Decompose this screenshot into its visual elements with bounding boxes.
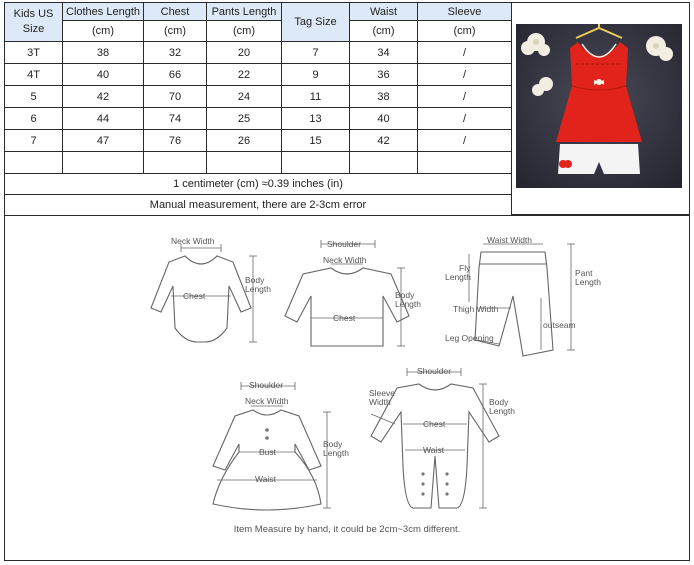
table-row — [5, 130, 512, 152]
conversion-note: 1 centimeter (cm) ≈0.39 inches (in) — [5, 174, 512, 195]
label-neck-width: Neck Width — [245, 396, 289, 406]
table-cell: / — [418, 42, 512, 64]
header-pants-length: Pants Length — [207, 3, 282, 21]
label-waist: Waist — [423, 445, 444, 455]
label-shoulder: Shoulder — [417, 366, 452, 376]
table-cell — [207, 152, 282, 174]
dress-diagram — [213, 380, 349, 510]
bodysuit-diagram — [151, 236, 271, 342]
table-cell: / — [418, 130, 512, 152]
label-fly-length: Fly — [459, 263, 471, 273]
garment-measurement-illustration — [5, 216, 689, 560]
label-chest: Chest — [183, 291, 206, 301]
pants-diagram — [445, 235, 601, 356]
product-photo-frame — [511, 2, 690, 215]
header-kids-us-size: Kids US Size — [5, 3, 63, 42]
label-fly-length: Length — [445, 272, 471, 282]
table-cell: 6 — [5, 108, 63, 130]
table-cell — [418, 152, 512, 174]
header-unit: (cm) — [144, 21, 207, 42]
table-cell: 11 — [282, 86, 350, 108]
table-cell — [350, 152, 418, 174]
table-cell: 38 — [63, 42, 144, 64]
label-body-length: Body — [395, 290, 415, 300]
label-sleeve-width: Width — [369, 397, 391, 407]
table-row — [5, 42, 512, 64]
label-body-length: Length — [245, 284, 271, 294]
label-body-length: Body — [245, 275, 265, 285]
measurement-caption: Item Measure by hand, it could be 2cm~3cm different. — [233, 524, 461, 535]
label-pant-length: Pant — [575, 268, 593, 278]
table-cell: 76 — [144, 130, 207, 152]
table-row — [5, 86, 512, 108]
label-shoulder: Shoulder — [249, 380, 284, 390]
label-sleeve-width: Sleeve — [369, 388, 395, 398]
label-body-length: Length — [489, 406, 515, 416]
label-thigh-width: Thigh Width — [453, 304, 499, 314]
table-row-note — [5, 195, 512, 216]
label-bust: Bust — [259, 447, 277, 457]
label-outseam: outseam — [543, 320, 576, 330]
table-cell — [5, 152, 63, 174]
header-unit: (cm) — [418, 21, 512, 42]
measurement-diagram — [4, 215, 690, 561]
table-cell: 36 — [350, 64, 418, 86]
table-cell: 38 — [350, 86, 418, 108]
table-cell: 7 — [282, 42, 350, 64]
table-cell: 9 — [282, 64, 350, 86]
label-body-length: Body — [323, 439, 343, 449]
table-cell: 40 — [350, 108, 418, 130]
table-row — [5, 108, 512, 130]
header-waist: Waist — [350, 3, 418, 21]
table-cell: 74 — [144, 108, 207, 130]
header-tag-size: Tag Size — [282, 3, 350, 42]
header-unit: (cm) — [63, 21, 144, 42]
header-clothes-length: Clothes Length — [63, 3, 144, 21]
header-sleeve: Sleeve — [418, 3, 512, 21]
label-neck-width: Neck Width — [323, 255, 367, 265]
label-waist-width: Waist Width — [487, 235, 533, 245]
table-cell: 34 — [350, 42, 418, 64]
label-leg-opening: Leg Opening — [445, 333, 494, 343]
table-cell: 42 — [350, 130, 418, 152]
table-cell: 20 — [207, 42, 282, 64]
table-cell: / — [418, 64, 512, 86]
table-cell: / — [418, 108, 512, 130]
table-cell: 22 — [207, 64, 282, 86]
table-row — [5, 64, 512, 86]
size-chart-table — [4, 2, 512, 216]
label-body-length: Body — [489, 397, 509, 407]
label-chest: Chest — [423, 419, 446, 429]
label-body-length: Length — [395, 299, 421, 309]
label-chest: Chest — [333, 313, 356, 323]
table-cell: 40 — [63, 64, 144, 86]
table-cell: 25 — [207, 108, 282, 130]
table-cell: 4T — [5, 64, 63, 86]
table-cell: 42 — [63, 86, 144, 108]
header-unit: (cm) — [350, 21, 418, 42]
error-note: Manual measurement, there are 2-3cm error — [5, 195, 512, 216]
table-cell — [144, 152, 207, 174]
table-cell: / — [418, 86, 512, 108]
label-pant-length: Length — [575, 277, 601, 287]
label-waist: Waist — [255, 474, 276, 484]
table-cell: 7 — [5, 130, 63, 152]
header-chest: Chest — [144, 3, 207, 21]
shirt-diagram — [285, 239, 421, 346]
product-photo-red-dress-and-white-shorts-icon — [516, 24, 682, 188]
table-cell — [282, 152, 350, 174]
table-cell: 44 — [63, 108, 144, 130]
table-cell: 5 — [5, 86, 63, 108]
romper-diagram — [369, 366, 515, 508]
table-cell: 32 — [144, 42, 207, 64]
label-body-length: Length — [323, 448, 349, 458]
table-cell: 24 — [207, 86, 282, 108]
table-cell: 47 — [63, 130, 144, 152]
table-cell: 70 — [144, 86, 207, 108]
table-cell: 15 — [282, 130, 350, 152]
table-cell: 13 — [282, 108, 350, 130]
header-unit: (cm) — [207, 21, 282, 42]
table-cell: 3T — [5, 42, 63, 64]
table-row-note — [5, 174, 512, 195]
table-cell: 66 — [144, 64, 207, 86]
label-shoulder: Shoulder — [327, 239, 362, 249]
table-cell: 26 — [207, 130, 282, 152]
label-neck-width: Neck Width — [171, 236, 215, 246]
table-row-empty — [5, 152, 512, 174]
table-cell — [63, 152, 144, 174]
